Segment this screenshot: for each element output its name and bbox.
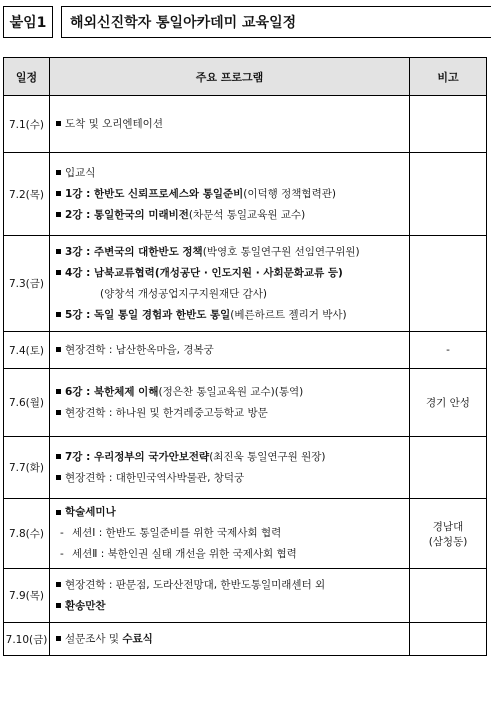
- program-text: (베른하르트 젤리거 박사): [230, 308, 347, 321]
- program-line: [56, 447, 403, 468]
- square-bullet-icon: [56, 170, 61, 175]
- schedule-note: [410, 153, 487, 236]
- lecture-title: 3강 : 주변국의 대한반도 정책: [65, 245, 203, 258]
- program-cell: [50, 437, 410, 499]
- program-text: 세션Ⅰ : 한반도 통일준비를 위한 국제사회 협력: [72, 527, 282, 539]
- program-cell: [50, 623, 410, 656]
- lecture-title: 5강 : 독일 통일 경험과 한반도 통일: [65, 308, 231, 321]
- table-row: [4, 96, 487, 153]
- program-line: [56, 263, 403, 284]
- program-line: [56, 305, 403, 326]
- program-line: [56, 184, 403, 205]
- program-line: [56, 502, 403, 523]
- square-bullet-icon: [56, 270, 61, 275]
- program-line: [56, 629, 403, 650]
- schedule-table: [3, 57, 487, 656]
- schedule-note: 경남대 (삼청동): [410, 499, 487, 569]
- program-cell: [50, 96, 410, 153]
- program-cell: [50, 236, 410, 332]
- program-text: 현장견학 : 대한민국역사박물관, 창덕궁: [65, 471, 245, 484]
- program-line: [56, 403, 403, 424]
- program-line: [56, 242, 403, 263]
- document-header: [3, 6, 491, 38]
- schedule-note: [410, 96, 487, 153]
- header-program: 주요 프로그램: [50, 58, 410, 96]
- schedule-date: 7.9(목): [4, 569, 50, 623]
- program-line: [56, 544, 403, 565]
- program-line: [56, 468, 403, 489]
- program-line: [56, 575, 403, 596]
- square-bullet-icon: [56, 636, 61, 641]
- dash-marker: -: [60, 527, 64, 539]
- program-text: (차문석 통일교육원 교수): [188, 208, 306, 221]
- table-row: [4, 236, 487, 332]
- program-line: [56, 205, 403, 226]
- square-bullet-icon: [56, 475, 61, 480]
- header-date: 일정: [4, 58, 50, 96]
- schedule-date: 7.10(금): [4, 623, 50, 656]
- lecture-title: 7강 : 우리정부의 국가안보전략: [65, 450, 210, 463]
- lecture-title: 1강 : 한반도 신뢰프로세스와 통일준비: [65, 187, 244, 200]
- program-text: 설문조사 및: [65, 632, 123, 645]
- program-text: 세션Ⅱ : 북한인권 실태 개선을 위한 국제사회 협력: [72, 548, 297, 560]
- program-text: 현장견학 : 하나원 및 한겨레중고등학교 방문: [65, 406, 268, 419]
- schedule-date: 7.8(수): [4, 499, 50, 569]
- program-cell: [50, 369, 410, 437]
- table-row: [4, 332, 487, 369]
- schedule-date: 7.4(토): [4, 332, 50, 369]
- program-line: [56, 596, 403, 617]
- table-row: [4, 623, 487, 656]
- schedule-note: [410, 623, 487, 656]
- lecture-title: 수료식: [122, 632, 153, 645]
- attachment-tag: 붙임1: [3, 6, 53, 38]
- square-bullet-icon: [56, 510, 61, 515]
- program-text: (이덕행 정책협력관): [243, 187, 336, 200]
- schedule-note: 경기 안성: [410, 369, 487, 437]
- program-line: [56, 284, 403, 305]
- program-text: (정은찬 통일교육원 교수)(통역): [158, 385, 304, 398]
- program-line: [56, 163, 403, 184]
- program-cell: [50, 332, 410, 369]
- program-text: (박영호 통일연구원 선임연구위원): [202, 245, 360, 258]
- table-row: [4, 569, 487, 623]
- program-line: [56, 114, 403, 135]
- square-bullet-icon: [56, 410, 61, 415]
- schedule-date: 7.3(금): [4, 236, 50, 332]
- square-bullet-icon: [56, 249, 61, 254]
- header-note: 비고: [410, 58, 487, 96]
- program-cell: [50, 499, 410, 569]
- table-header-row: [4, 58, 487, 96]
- square-bullet-icon: [56, 312, 61, 317]
- square-bullet-icon: [56, 212, 61, 217]
- table-row: [4, 369, 487, 437]
- program-text: (최진욱 통일연구원 원장): [209, 450, 326, 463]
- square-bullet-icon: [56, 121, 61, 126]
- schedule-date: 7.6(월): [4, 369, 50, 437]
- program-cell: [50, 153, 410, 236]
- schedule-date: 7.7(화): [4, 437, 50, 499]
- table-row: [4, 153, 487, 236]
- lecture-title: 4강 : 남북교류협력(개성공단 · 인도지원 · 사회문화교류 등): [65, 266, 343, 279]
- dash-marker: -: [60, 548, 64, 560]
- program-line: [56, 382, 403, 403]
- schedule-date: 7.2(목): [4, 153, 50, 236]
- program-cell: [50, 569, 410, 623]
- lecture-title: 환송만찬: [65, 599, 106, 612]
- square-bullet-icon: [56, 582, 61, 587]
- program-text: 현장견학 : 남산한옥마을, 경복궁: [65, 343, 214, 356]
- schedule-date: 7.1(수): [4, 96, 50, 153]
- square-bullet-icon: [56, 191, 61, 196]
- square-bullet-icon: [56, 454, 61, 459]
- program-text: 현장견학 : 판문점, 도라산전망대, 한반도통일미래센터 외: [65, 578, 326, 591]
- program-text: (양창석 개성공업지구지원재단 감사): [100, 287, 268, 300]
- schedule-note: -: [410, 332, 487, 369]
- program-text: 입교식: [65, 166, 96, 179]
- schedule-note: [410, 236, 487, 332]
- program-line: [56, 523, 403, 544]
- program-text: 도착 및 오리엔테이션: [65, 117, 163, 130]
- lecture-title: 학술세미나: [65, 506, 116, 518]
- table-row: [4, 437, 487, 499]
- square-bullet-icon: [56, 347, 61, 352]
- square-bullet-icon: [56, 389, 61, 394]
- document-title: 해외신진학자 통일아카데미 교육일정: [61, 6, 491, 38]
- table-row: [4, 499, 487, 569]
- lecture-title: 2강 : 통일한국의 미래비전: [65, 208, 189, 221]
- lecture-title: 6강 : 북한체제 이해: [65, 385, 159, 398]
- schedule-note: [410, 569, 487, 623]
- square-bullet-icon: [56, 603, 61, 608]
- program-line: [56, 340, 403, 361]
- schedule-note: [410, 437, 487, 499]
